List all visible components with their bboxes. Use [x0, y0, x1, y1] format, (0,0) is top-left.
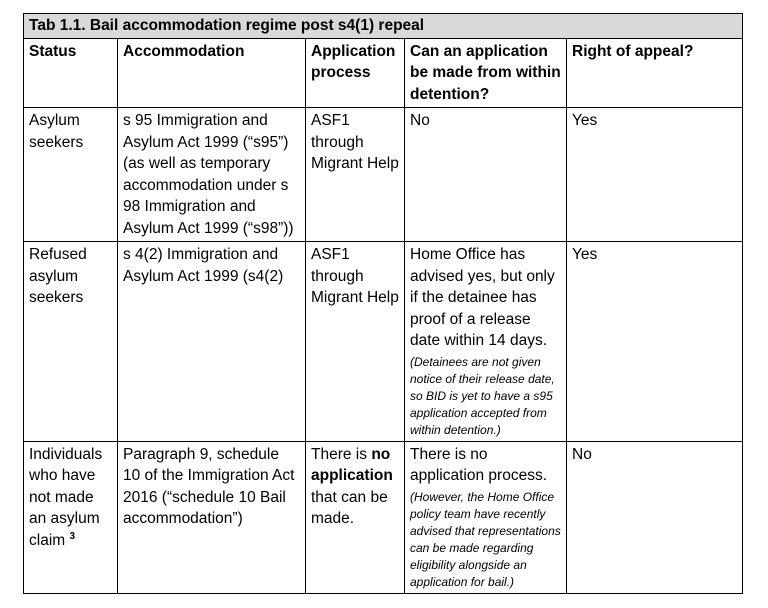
table-row	[24, 108, 743, 242]
cell-accommodation: s 4(2) Immigration and Asylum Act 1999 (s4(2)	[118, 242, 306, 442]
table-caption: Tab 1.1. Bail accommodation regime post s4(1) repeal	[24, 14, 743, 39]
cell-within-detention	[405, 108, 567, 242]
application-text-post: that can be made.	[311, 488, 388, 527]
header-within-detention: Can an application be made from within detention?	[405, 38, 567, 108]
cell-appeal: No	[567, 441, 743, 593]
within-detention-text: Home Office has advised yes, but only if the detainee has proof of a release date within 14 days.	[410, 246, 555, 349]
cell-appeal: Yes	[567, 108, 743, 242]
cell-accommodation: s 95 Immigration and Asylum Act 1999 (“s95”) (as well as temporary accommodation under s 98 Immigration and Asylum Act 1999 (“s98”))	[118, 108, 306, 242]
table-row	[24, 441, 743, 593]
application-text-pre: There is	[311, 445, 367, 463]
cell-accommodation: Paragraph 9, schedule 10 of the Immigration Act 2016 (“schedule 10 Bail accommodation”)	[118, 441, 306, 593]
cell-within-detention	[405, 242, 567, 442]
cell-appeal: Yes	[567, 242, 743, 442]
application-text-bold: no application	[311, 445, 393, 484]
table-row	[24, 242, 743, 442]
cell-application	[306, 441, 405, 593]
cell-within-detention	[405, 441, 567, 593]
cell-application: ASF1 through Migrant Help	[306, 108, 405, 242]
bail-accommodation-table	[23, 13, 743, 594]
header-status: Status	[24, 38, 118, 108]
header-right-of-appeal: Right of appeal?	[567, 38, 743, 108]
footnote-marker: 3	[69, 530, 76, 542]
within-detention-text: No	[410, 112, 430, 129]
cell-status: Asylum seekers	[24, 108, 118, 242]
header-application-process: Application process	[306, 38, 405, 108]
bail-table-container	[23, 13, 743, 594]
status-text: Individuals who have not made an asylum claim	[29, 445, 103, 549]
within-detention-text: There is no application process.	[410, 445, 547, 484]
header-accommodation: Accommodation	[118, 38, 306, 108]
header-row	[24, 38, 743, 108]
cell-status: Refused asylum seekers	[24, 242, 118, 442]
cell-application: ASF1 through Migrant Help	[306, 242, 405, 442]
within-detention-note: (Detainees are not given notice of their release date, so BID is yet to have a s95 application accepted from within detention.)	[410, 354, 555, 437]
within-detention-note: (However, the Home Office policy team have recently advised that representations can be made regarding eligibility alongside an application for bail.)	[410, 489, 561, 589]
cell-status	[24, 441, 118, 593]
